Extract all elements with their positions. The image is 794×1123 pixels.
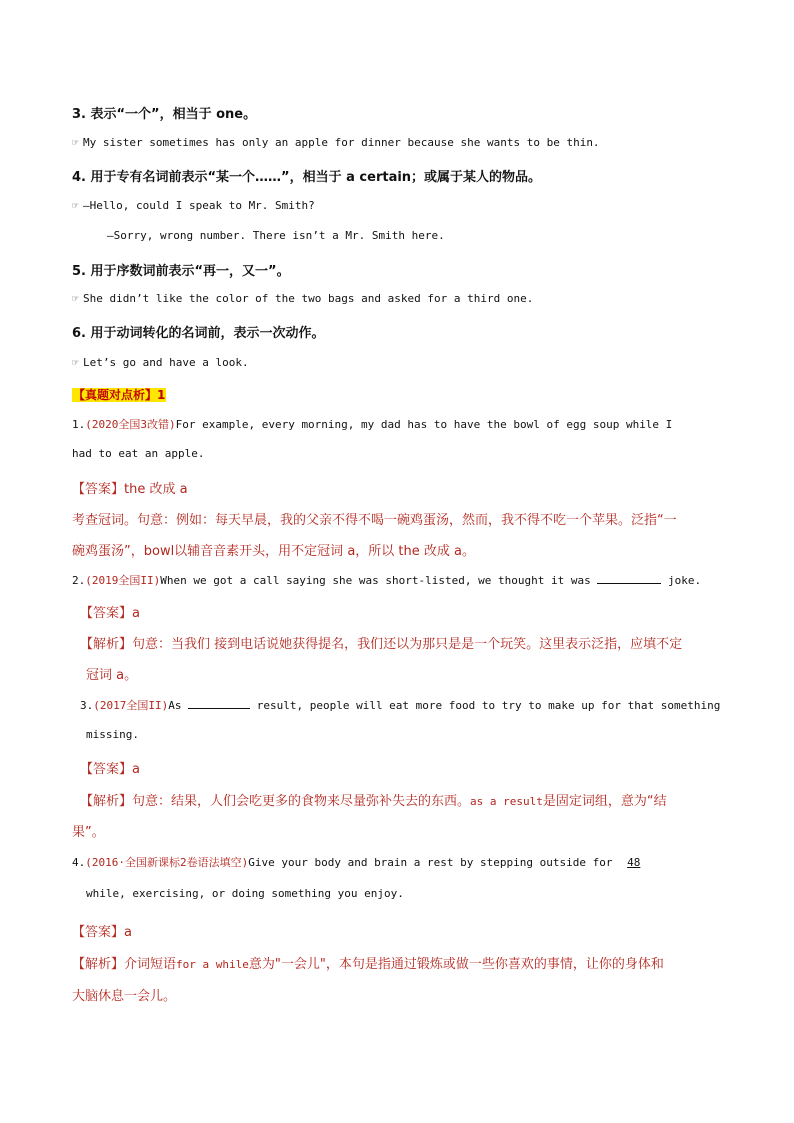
- pointing-hand-icon: ☞: [72, 199, 79, 212]
- pointing-hand-icon: ☞: [72, 136, 79, 149]
- question-1-cont: had to eat an apple.: [72, 447, 205, 460]
- answer-3: 【答案】a: [80, 762, 140, 777]
- section-5-example: ☞ She didn’t like the color of the two bags and asked for a third one.: [72, 292, 534, 305]
- question-3: 3.(2017全国II)As result, people will eat more food to try to make up for that something: [80, 699, 721, 712]
- question-4-cont: while, exercising, or doing something you enjoy.: [86, 887, 404, 900]
- blank-number-48: 48: [627, 856, 641, 869]
- question-3-cont: missing.: [86, 728, 139, 741]
- question-4: 4.(2016·全国新课标2卷语法填空)Give your body and brain a rest by stepping outside for 48: [72, 856, 641, 869]
- answer-blank: [597, 572, 661, 584]
- section-3-heading: 3. 表示“一个”，相当于 one。: [72, 107, 257, 122]
- question-1: 1.(2020全国3改错)For example, every morning, my dad has to have the bowl of egg soup while I: [72, 418, 673, 431]
- section-4-example-1: ☞ —Hello, could I speak to Mr. Smith?: [72, 199, 315, 212]
- explain-4-line-1: 【解析】介词短语for a while意为"一会儿"，本句是指通过锻炼或做一些你喜欢的事情，让你的身体和: [72, 957, 664, 972]
- section-4-example-2: —Sorry, wrong number. There isn’t a Mr. Smith here.: [107, 229, 445, 242]
- section-3-example: ☞ My sister sometimes has only an apple for dinner because she wants to be thin.: [72, 136, 600, 149]
- explain-1-line-2: 碗鸡蛋汤”，bowl以辅音音素开头，用不定冠词 a，所以 the 改成 a。: [72, 544, 475, 559]
- explain-3-line-2: 果”。: [72, 825, 105, 840]
- pointing-hand-icon: ☞: [72, 356, 79, 369]
- section-5-heading: 5. 用于序数词前表示“再一，又一”。: [72, 264, 290, 279]
- explain-4-line-2: 大脑休息一会儿。: [72, 989, 177, 1004]
- section-4-heading: 4. 用于专有名词前表示“某一个……”，相当于 a certain；或属于某人的物品。: [72, 170, 542, 185]
- explain-3-line-1: 【解析】句意：结果，人们会吃更多的食物来尽量弥补失去的东西。as a result是固定词组，意为“结: [80, 794, 667, 809]
- pointing-hand-icon: ☞: [72, 292, 79, 305]
- answer-blank: [188, 697, 250, 709]
- question-2: 2.(2019全国II)When we got a call saying she was short-listed, we thought it was joke.: [72, 574, 702, 587]
- answer-1: 【答案】the 改成 a: [72, 482, 188, 497]
- explain-2-line-2: 冠词 a。: [86, 668, 138, 683]
- answer-2: 【答案】a: [80, 606, 140, 621]
- explain-2-line-1: 【解析】句意：当我们 接到电话说她获得提名，我们还以为那只是是一个玩笑。这里表示泛指，应填不定: [80, 637, 683, 652]
- section-6-example: ☞ Let’s go and have a look.: [72, 356, 249, 369]
- practice-title: 【真题对点析】1: [73, 388, 166, 402]
- section-6-heading: 6. 用于动词转化的名词前，表示一次动作。: [72, 326, 325, 341]
- answer-4: 【答案】a: [72, 925, 132, 940]
- explain-1-line-1: 考查冠词。句意：例如：每天早晨，我的父亲不得不喝一碗鸡蛋汤，然而，我不得不吃一个苹果。泛指“一: [72, 513, 677, 528]
- question-source: (2020全国3改错): [85, 418, 176, 431]
